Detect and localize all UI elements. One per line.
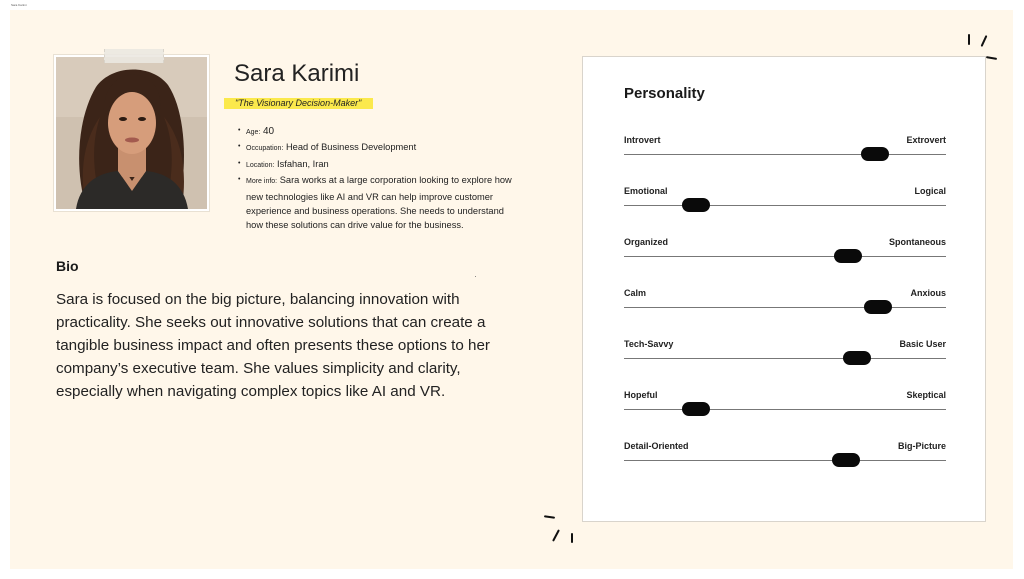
trait-left-label: Tech-Savvy	[624, 339, 674, 349]
trait-right-label: Extrovert	[906, 135, 946, 145]
trait-slider-knob[interactable]	[843, 351, 871, 365]
fact-age-value: 40	[263, 126, 275, 137]
fact-occupation	[238, 140, 523, 156]
trait-row	[624, 237, 946, 277]
trait-row	[624, 186, 946, 226]
trait-slider-track	[624, 205, 946, 206]
trait-left-label: Organized	[624, 237, 669, 247]
trait-right-label: Spontaneous	[888, 237, 946, 247]
fact-location	[238, 157, 523, 173]
trait-left-label: Hopeful	[624, 390, 658, 400]
trait-right-label: Anxious	[910, 288, 946, 298]
bio-heading: Bio	[56, 258, 79, 274]
persona-facts-list	[238, 124, 523, 233]
trait-left-label: Introvert	[624, 135, 661, 145]
trait-right-label: Basic User	[899, 339, 946, 349]
trait-slider-track	[624, 460, 946, 461]
fact-location-value: Isfahan, Iran	[277, 158, 329, 169]
trait-row	[624, 390, 946, 430]
trait-slider-track	[624, 409, 946, 410]
trait-left-label: Emotional	[624, 186, 668, 196]
trait-slider-track	[624, 256, 946, 257]
trait-right-label: Big-Picture	[897, 441, 946, 451]
photo-tape-decoration	[104, 49, 164, 63]
trait-slider-knob[interactable]	[682, 402, 710, 416]
fact-more-info-label: More info:	[246, 178, 278, 186]
persona-photo-frame	[54, 55, 209, 211]
trait-slider-knob[interactable]	[682, 198, 710, 212]
trait-slider-track	[624, 154, 946, 155]
trait-slider-knob[interactable]	[832, 453, 860, 467]
trait-right-label: Skeptical	[906, 390, 946, 400]
bio-text: Sara is focused on the big picture, balancing innovation with practicality. She seeks out innovative solutions that can create a tangible business impact and often presents these options to her company’s executive team. She values simplicity and clarity, especially when navigating complex topics like AI and VR.	[56, 291, 490, 400]
fact-age-label: Age:	[246, 129, 261, 136]
fact-location-label: Location:	[246, 161, 275, 169]
trait-row	[624, 441, 946, 481]
personality-card	[583, 57, 985, 521]
trait-right-label: Logical	[914, 186, 946, 196]
fact-age	[238, 124, 523, 140]
trait-row	[624, 339, 946, 379]
personality-heading: Personality	[624, 85, 705, 102]
fact-more-info	[238, 173, 523, 233]
trait-slider-track	[624, 358, 946, 359]
speck-decoration	[475, 276, 476, 277]
doodle-stroke	[571, 533, 573, 543]
trait-row	[624, 288, 946, 328]
persona-name: Sara Karimi	[234, 60, 360, 87]
fact-more-info-value: Sara works at a large corporation looking to explore how new technologies like AI and VR can help improve customer experience and business operations. She needs to understand how these solutions can drive value for the business.	[246, 175, 512, 231]
trait-left-label: Calm	[624, 288, 647, 298]
slide-title-tiny: Sara Karimi	[11, 3, 27, 7]
persona-tagline: "The Visionary Decision-Maker"	[224, 98, 373, 109]
trait-slider-knob[interactable]	[861, 147, 889, 161]
trait-slider-track	[624, 307, 946, 308]
doodle-stroke	[968, 34, 970, 45]
trait-left-label: Detail-Oriented	[624, 441, 689, 451]
trait-slider-knob[interactable]	[834, 249, 862, 263]
trait-slider-knob[interactable]	[864, 300, 892, 314]
fact-occupation-value: Head of Business Development	[285, 142, 417, 153]
trait-row	[624, 135, 946, 175]
fact-occupation-label: Occupation:	[246, 145, 284, 153]
persona-portrait	[56, 57, 207, 209]
